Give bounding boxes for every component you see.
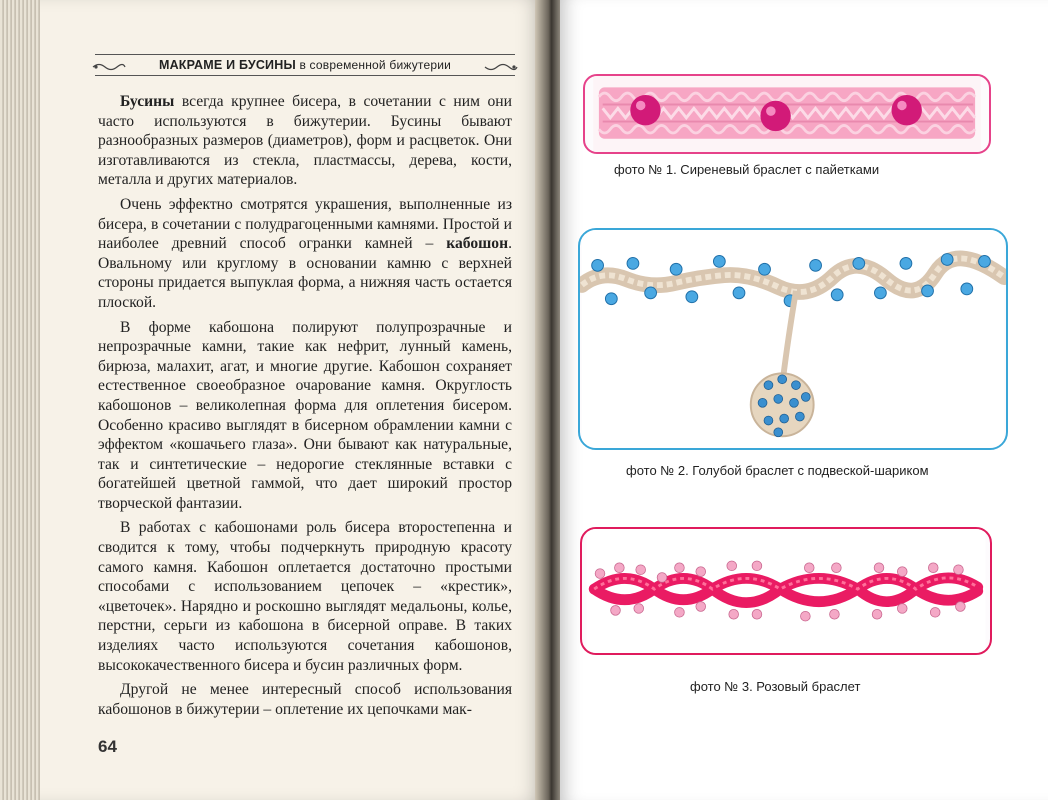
blue-bracelet-image	[580, 230, 1006, 448]
paragraph-4: В работах с кабошонами роль бисера второстепенна и сводится к тому, чтобы подчеркнуть природную красоту самого камня. Кабошон оплетается достаточно простыми способами с использованием цепочек – «крестик», «цветочек». Нарядно и роскошно выглядят медальоны, колье, перстни, серьги из кабошона в бисерной оправе. В таких изделиях часто используются сочетания кабошонов, высококачественного бисера и бусин различных форм.	[98, 519, 512, 674]
paragraph-5: Другой не менее интересный способ использования кабошонов в бижутерии – оплетение их цепочками мак-	[98, 681, 512, 718]
paragraph-2	[98, 195, 512, 313]
photo-1-lilac-bracelet	[583, 74, 991, 154]
running-header	[95, 48, 515, 76]
photo-3-pink-bracelet	[580, 527, 992, 655]
term-busины: Бусины	[120, 93, 175, 110]
photo-3-caption: фото № 3. Розовый браслет	[690, 679, 861, 694]
lilac-bracelet-image	[585, 76, 989, 152]
running-header-title	[95, 58, 515, 72]
photo-2-caption: фото № 2. Голубой браслет с подвеской-шариком	[626, 463, 929, 478]
header-title-bold: МАКРАМЕ И БУСИНЫ	[158, 58, 296, 72]
term-kaboshon: кабошон	[446, 235, 509, 253]
header-title-rest: в современной бижутерии	[295, 58, 452, 72]
pink-bracelet-image	[582, 529, 990, 653]
header-rule-top	[95, 54, 515, 55]
paragraph-2-end: . Овальному или круглому в основании камню с верхней стороны придается выпуклая форма, а нижняя часть остается плоской.	[98, 235, 512, 311]
paragraph-2-start: Очень эффектно смотрятся украшения, выполненные из бисера, в сочетании с полудрагоценными камнями. Простой и наиболее древний способ огранки камней –	[98, 195, 512, 253]
paragraph-3: В форме кабошона полируют полупрозрачные и непрозрачные камни, такие как нефрит, лунный камень, бирюза, малахит, агат, и многие другие. Кабошон сохраняет естественное своеобразное очарование камня. Округлость кабошонов – великолепная форма для оплетения бисером. Особенно красиво выглядят в бисерном обрамлении камни с эффектом «кошачьего глаза». Они бывают как натуральные, так и синтетические – недорогие стеклянные вставки с богатейшей цветной гаммой, что дает широкий простор творческой фантазии.	[98, 318, 512, 512]
body-text	[98, 92, 512, 719]
ornament-right-icon	[483, 62, 519, 72]
paragraph-1-text: всегда крупнее бисера, в сочетании с ним они часто используются в бижутерии. Бусины бывают разнообразных размеров (диаметров), форм и расцветок. Они изготавливаются из стекла, пластмассы, дерева, кости, металла и других материалов.	[98, 93, 512, 189]
paragraph-1	[98, 92, 512, 190]
page-number: 64	[98, 737, 117, 756]
photo-1-caption: фото № 1. Сиреневый браслет с пайетками	[614, 162, 880, 177]
photo-2-blue-bracelet	[578, 228, 1008, 450]
header-rule-bottom	[95, 75, 515, 76]
